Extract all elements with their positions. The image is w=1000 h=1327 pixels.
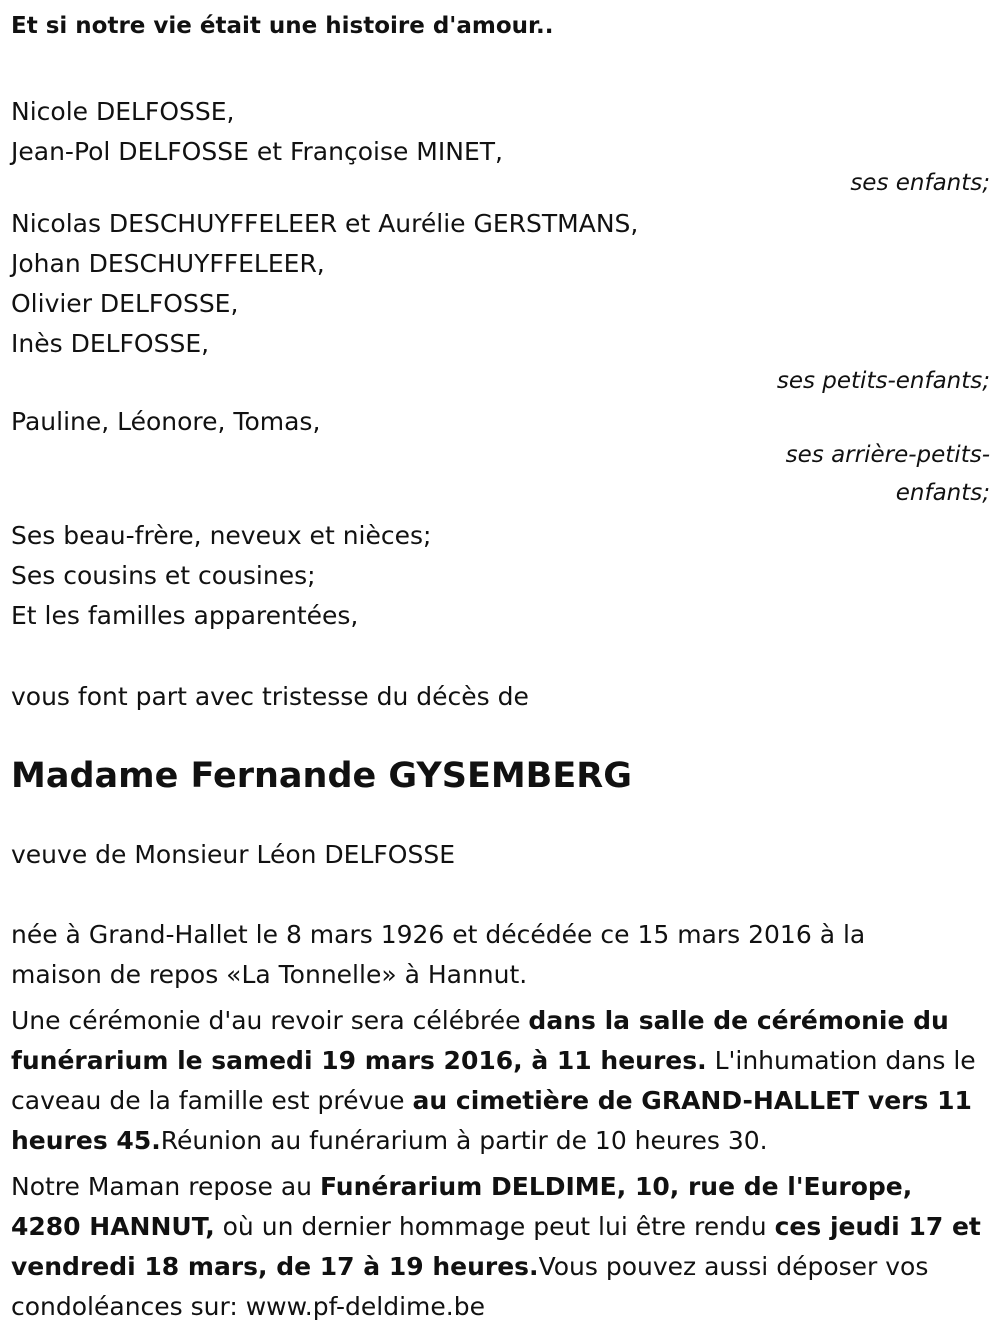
ceremony-text-1: Une cérémonie d'au revoir sera célébrée: [11, 1006, 529, 1035]
family-line: Ses beau-frère, neveux et nièces;: [11, 521, 432, 550]
grandchildren-role: ses petits-enfants;: [776, 368, 990, 394]
visitation-text-3: Vous pouvez aussi déposer vos condoléances sur: www.pf-deldime.be: [11, 1252, 929, 1321]
widow-of: veuve de Monsieur Léon DELFOSSE: [11, 840, 455, 869]
grandchild-name: Olivier DELFOSSE,: [11, 289, 239, 318]
family-line: Ses cousins et cousines;: [11, 561, 316, 590]
great-grandchildren-role-line1: ses arrière-petits-: [785, 442, 990, 468]
grandchild-name: Inès DELFOSSE,: [11, 329, 210, 358]
great-grandchildren-role-line2: enfants;: [895, 480, 990, 506]
announcement-text: vous font part avec tristesse du décès de: [11, 682, 529, 711]
ceremony-paragraph: [11, 1001, 990, 1161]
ceremony-bold-1: dans la salle de cérémonie du funérarium le samedi 19 mars 2016, à 11 heures.: [11, 1006, 949, 1075]
great-grandchildren-names: Pauline, Léonore, Tomas,: [11, 407, 321, 436]
children-list: [11, 92, 990, 172]
headline: Et si notre vie était une histoire d'amour..: [11, 13, 554, 39]
visitation-bold-1: Funérarium DELDIME, 10, rue de l'Europe, 4280 HANNUT,: [11, 1172, 913, 1241]
extended-family-list: [11, 516, 990, 636]
ceremony-text-2: L'inhumation dans le caveau de la famille est prévue: [11, 1046, 976, 1115]
visitation-text-2: où un dernier hommage peut lui être rendu: [214, 1212, 775, 1241]
birth-death-line1: née à Grand-Hallet le 8 mars 1926 et décédée ce 15 mars 2016 à la: [11, 920, 866, 949]
family-line: Et les familles apparentées,: [11, 601, 359, 630]
birth-death-line2: maison de repos «La Tonnelle» à Hannut.: [11, 960, 528, 989]
visitation-text-1: Notre Maman repose au: [11, 1172, 320, 1201]
deceased-name: Madame Fernande GYSEMBERG: [11, 756, 632, 796]
child-name: Jean-Pol DELFOSSE et Françoise MINET,: [11, 137, 503, 166]
children-role: ses enfants;: [850, 170, 990, 196]
child-name: Nicole DELFOSSE,: [11, 97, 235, 126]
ceremony-bold-2: au cimetière de GRAND-HALLET vers 11 heures 45.: [11, 1086, 972, 1155]
visitation-paragraph: [11, 1167, 990, 1327]
visitation-bold-2: ces jeudi 17 et vendredi 18 mars, de 17 à 19 heures.: [11, 1212, 981, 1281]
ceremony-text-3: Réunion au funérarium à partir de 10 heures 30.: [160, 1126, 768, 1155]
grandchild-name: Johan DESCHUYFFELEER,: [11, 249, 325, 278]
grandchildren-list: [11, 204, 990, 364]
grandchild-name: Nicolas DESCHUYFFELEER et Aurélie GERSTMANS,: [11, 209, 639, 238]
